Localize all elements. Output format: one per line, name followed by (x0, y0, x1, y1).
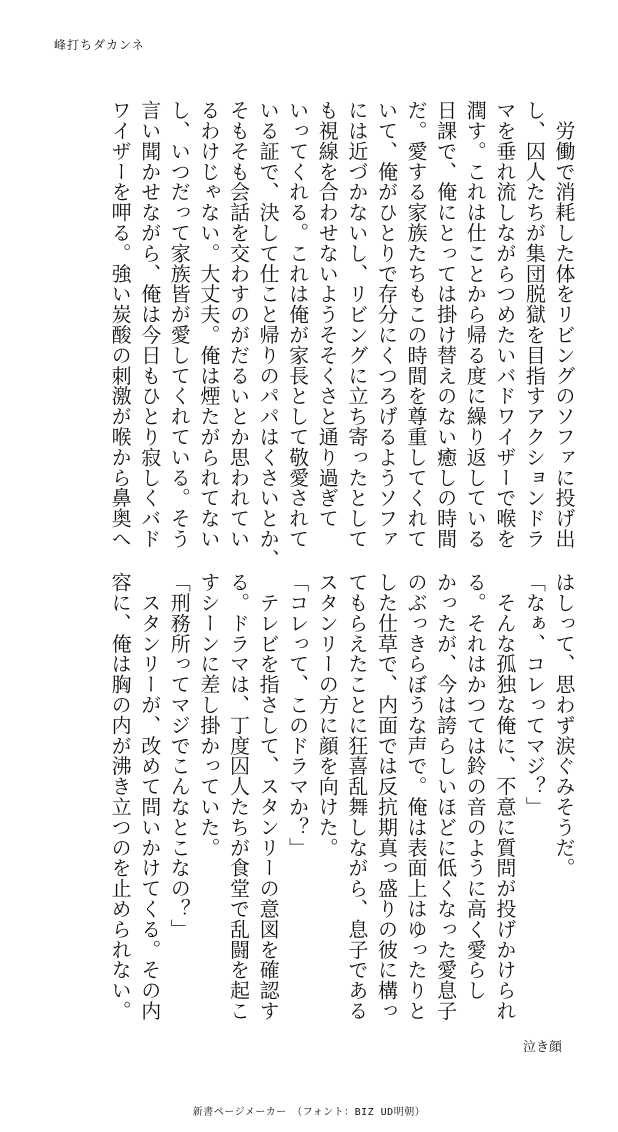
story-title: 泣き顔 (522, 1040, 562, 1055)
generator-credit: 新書ページメーカー （フォント：BIZ UD明朝） (192, 1107, 426, 1118)
author-name: 峰打ちダカンネ (54, 38, 145, 52)
body-text-upper: 労働で消耗した体をリビングのソファに投げ出 し、囚人たちが集団脱獄を目指すアクションドラ マを垂れ流しながらつめたいバドワイザーで喉を 潤す。これは仕ことから帰る度に繰り返している 日課で、俺にとっては掛け替えのない癒しの時間 だ。愛する家族たちもこの時間を尊重してくれて いて、俺がひとりで存分にくつろげるようソファ には近づかないし、リビングに立ち寄ったとして も視線を合わせないようそそくさと通り過ぎて いってくれる。これは俺が家長として敬愛されて いる証で、決して仕こと帰りのパパはくさいとか、 そもそも会話を交わすのがだるいとか思われてい るわけじゃない。大丈夫。俺は煙たがられてない し、いつだって家族皆が愛してくれている。そう 言い聞かせながら、俺は今日もひとり寂しくバド ワイザーを呷る。強い炭酸の刺激が喉から鼻奥へ (108, 100, 576, 570)
body-text-lower: はしって、思わず涙ぐみそうだ。 「なぁ、コレってマジ？」 そんな孤独な俺に、不意に質問が投げかけられ る。それはかつては鈴の音のように高く愛らし かったが、今は誇らしいほどに低くなった愛息子 のぶっきらぼうな声で。俺は表面上はゆったりと した仕草で、内面では反抗期真っ盛りの彼に構っ てもらえたことに狂喜乱舞しながら、息子である スタンリーの方に顔を向けた。 「コレって、このドラマか？」 テレビを指さして、スタンリーの意図を確認す る。ドラマは、丁度囚人たちが食堂で乱闘を起こ すシーンに差し掛かっていた。 「刑務所ってマジでこんなとこなの？」 スタンリーが、改めて問いかけてくる。その内 容に、俺は胸の内が沸き立つのを止められない。 (108, 572, 576, 1021)
